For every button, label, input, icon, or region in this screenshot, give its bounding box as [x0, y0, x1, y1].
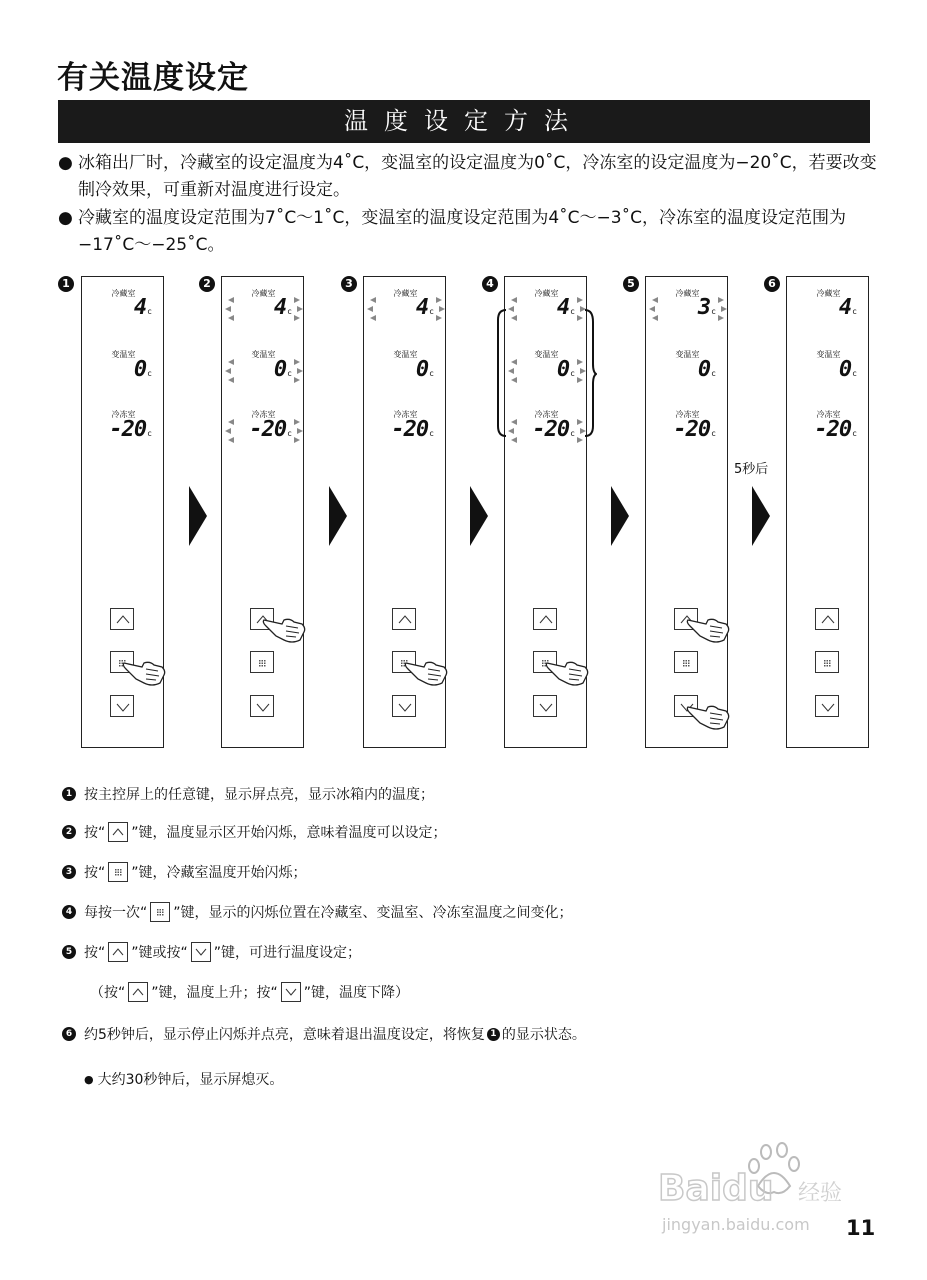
zone-label-fridge: 冷藏室 — [393, 289, 418, 298]
zone-label-freezer: 冷冻室 — [251, 410, 276, 419]
page-title: 有关温度设定 — [57, 60, 249, 96]
pointing-hand-icon — [404, 657, 450, 691]
temp-value: -20 — [532, 417, 570, 442]
temp-value: -20 — [109, 417, 147, 442]
zone-label-variable: 变温室 — [534, 350, 559, 359]
zone-temp-freezer — [532, 417, 574, 442]
grid-dots-icon — [816, 652, 838, 672]
temp-unit: c — [287, 429, 291, 438]
down-key-icon — [281, 982, 301, 1002]
intro-paragraph-1: ● 冰箱出厂时，冷藏室的设定温度为4˚C，变温室的设定温度为0˚C，冷冻室的设定温度为−20˚C，若要改变制冷效果，可重新对温度进行设定。 — [58, 150, 878, 204]
blink-indicator-icon — [577, 297, 583, 303]
pointing-hand-icon — [262, 614, 308, 648]
temp-value: 0 — [273, 357, 287, 382]
blink-indicator-icon — [228, 297, 234, 303]
down-key-button[interactable] — [392, 695, 416, 717]
temp-unit: c — [570, 429, 574, 438]
blink-indicator-icon — [225, 428, 231, 434]
temp-unit: c — [147, 429, 151, 438]
control-panel-5 — [645, 276, 728, 748]
zone-temp-fridge — [134, 295, 151, 320]
temp-unit: c — [852, 429, 856, 438]
zone-temp-variable — [557, 357, 574, 382]
panel-step-badge: 4 — [482, 276, 498, 292]
blink-indicator-icon — [228, 315, 234, 321]
blink-indicator-icon — [297, 306, 303, 312]
temp-unit: c — [147, 307, 151, 316]
temp-unit: c — [852, 369, 856, 378]
temp-unit: c — [852, 307, 856, 316]
control-panel-1 — [81, 276, 164, 748]
zone-label-freezer: 冷冻室 — [675, 410, 700, 419]
temp-value: 0 — [133, 357, 147, 382]
chevron-down-icon — [111, 696, 133, 716]
blink-indicator-icon — [225, 306, 231, 312]
control-panel-3 — [363, 276, 446, 748]
zone-temp-fridge — [839, 295, 856, 320]
temp-unit: c — [711, 307, 715, 316]
zone-temp-fridge — [557, 295, 574, 320]
blink-indicator-icon — [294, 437, 300, 443]
step-5: 5 按“ ”键或按“ ”键，可进行温度设定； — [62, 942, 361, 962]
step-reference-badge: 1 — [487, 1028, 500, 1041]
blink-indicator-icon — [297, 368, 303, 374]
temp-unit: c — [429, 307, 433, 316]
blink-indicator-icon — [511, 377, 517, 383]
zone-temp-variable — [274, 357, 291, 382]
up-key-icon — [108, 942, 128, 962]
step-number-badge: 3 — [62, 865, 76, 879]
blink-indicator-icon — [511, 437, 517, 443]
pointing-hand-icon — [686, 614, 732, 648]
blink-indicator-icon — [511, 419, 517, 425]
temp-value: -20 — [249, 417, 287, 442]
blink-indicator-icon — [511, 315, 517, 321]
down-key-button[interactable] — [250, 695, 274, 717]
zone-temp-variable — [416, 357, 433, 382]
up-key-button[interactable] — [392, 608, 416, 630]
baidu-watermark — [658, 1140, 848, 1240]
zone-temp-fridge — [416, 295, 433, 320]
blink-indicator-icon — [718, 315, 724, 321]
zone-label-variable: 变温室 — [111, 350, 136, 359]
zone-label-variable: 变温室 — [816, 350, 841, 359]
up-key-button[interactable] — [110, 608, 134, 630]
menu-key-button[interactable] — [250, 651, 274, 673]
next-arrow-icon — [189, 486, 207, 546]
down-key-button[interactable] — [533, 695, 557, 717]
zone-temp-freezer — [391, 417, 433, 442]
intro-text — [58, 150, 878, 260]
temp-value: 0 — [415, 357, 429, 382]
pointing-hand-icon — [545, 657, 591, 691]
temp-unit: c — [429, 369, 433, 378]
temp-unit: c — [711, 429, 715, 438]
temp-value: 0 — [697, 357, 711, 382]
blink-indicator-icon — [508, 306, 514, 312]
zone-temp-fridge — [274, 295, 291, 320]
zone-temp-variable — [839, 357, 856, 382]
blink-indicator-icon — [294, 297, 300, 303]
panel-step-badge: 5 — [623, 276, 639, 292]
zone-label-variable: 变温室 — [393, 350, 418, 359]
blink-indicator-icon — [225, 368, 231, 374]
zone-temp-fridge — [698, 295, 715, 320]
chevron-down-icon — [534, 696, 556, 716]
step-1: 1 按主控屏上的任意键，显示屏点亮，显示冰箱内的温度； — [62, 784, 434, 804]
zone-temp-freezer — [673, 417, 715, 442]
blink-indicator-icon — [511, 359, 517, 365]
blink-indicator-icon — [228, 437, 234, 443]
menu-key-icon — [150, 902, 170, 922]
bullet-icon: ● — [58, 153, 73, 173]
next-arrow-icon — [470, 486, 488, 546]
zone-label-variable: 变温室 — [675, 350, 700, 359]
up-key-button[interactable] — [815, 608, 839, 630]
menu-key-button[interactable] — [674, 651, 698, 673]
blink-indicator-icon — [228, 419, 234, 425]
temp-unit: c — [287, 369, 291, 378]
blink-indicator-icon — [294, 315, 300, 321]
note: ● 大约30秒钟后，显示屏熄灭。 — [84, 1072, 284, 1088]
zone-temp-variable — [134, 357, 151, 382]
step-number-badge: 5 — [62, 945, 76, 959]
zone-label-fridge: 冷藏室 — [534, 289, 559, 298]
blink-indicator-icon — [508, 368, 514, 374]
watermark-brand: Baidu — [658, 1168, 774, 1209]
down-key-button[interactable] — [110, 695, 134, 717]
zone-temp-variable — [698, 357, 715, 382]
temp-value: 4 — [415, 295, 429, 320]
step-number-badge: 4 — [62, 905, 76, 919]
chevron-down-icon — [816, 696, 838, 716]
blink-indicator-icon — [370, 315, 376, 321]
temp-unit: c — [287, 307, 291, 316]
temp-value: 4 — [273, 295, 287, 320]
control-panel-6 — [786, 276, 869, 748]
zone-label-freezer: 冷冻室 — [534, 410, 559, 419]
zone-label-fridge: 冷藏室 — [251, 289, 276, 298]
section-title-bar: 温度设定方法 — [58, 100, 870, 143]
watermark-url: jingyan.baidu.com — [662, 1215, 810, 1234]
step-4: 4 每按一次“ ”键，显示的闪烁位置在冷藏室、变温室、冷冻室温度之间变化； — [62, 902, 573, 922]
step-number-badge: 2 — [62, 825, 76, 839]
chevron-up-icon — [816, 609, 838, 629]
bullet-icon: ● — [58, 208, 73, 228]
step-6: 6 约5秒钟后，显示停止闪烁并点亮，意味着退出温度设定，将恢复 1 的显示状态。 — [62, 1024, 586, 1044]
zone-label-fridge: 冷藏室 — [816, 289, 841, 298]
step-number-badge: 6 — [62, 1027, 76, 1041]
control-panel-4 — [504, 276, 587, 748]
blink-indicator-icon — [367, 306, 373, 312]
blink-indicator-icon — [370, 297, 376, 303]
blink-indicator-icon — [439, 306, 445, 312]
zone-label-freezer: 冷冻室 — [816, 410, 841, 419]
blink-indicator-icon — [511, 297, 517, 303]
grid-dots-icon — [675, 652, 697, 672]
pointing-hand-icon — [686, 701, 732, 735]
page-number: 11 — [846, 1216, 876, 1240]
blink-indicator-icon — [721, 306, 727, 312]
next-arrow-icon — [329, 486, 347, 546]
step-number-badge: 1 — [62, 787, 76, 801]
zone-temp-freezer — [109, 417, 151, 442]
temp-value: 3 — [697, 295, 711, 320]
blink-indicator-icon — [297, 428, 303, 434]
chevron-down-icon — [251, 696, 273, 716]
menu-key-icon — [108, 862, 128, 882]
panel-step-badge: 2 — [199, 276, 215, 292]
down-key-button[interactable] — [815, 695, 839, 717]
zone-temp-freezer — [814, 417, 856, 442]
panel-step-badge: 3 — [341, 276, 357, 292]
temp-value: 0 — [556, 357, 570, 382]
next-arrow-icon — [611, 486, 629, 546]
menu-key-button[interactable] — [815, 651, 839, 673]
zone-label-fridge: 冷藏室 — [675, 289, 700, 298]
temp-value: 0 — [838, 357, 852, 382]
up-key-icon — [128, 982, 148, 1002]
right-brace-icon — [583, 308, 597, 438]
step-2: 2 按“ ”键，温度显示区开始闪烁，意味着温度可以设定； — [62, 822, 447, 842]
zone-temp-freezer — [249, 417, 291, 442]
chevron-up-icon — [534, 609, 556, 629]
zone-label-freezer: 冷冻室 — [111, 410, 136, 419]
zone-label-variable: 变温室 — [251, 350, 276, 359]
blink-indicator-icon — [436, 315, 442, 321]
control-panel-2 — [221, 276, 304, 748]
grid-dots-icon — [251, 652, 273, 672]
down-key-icon — [191, 942, 211, 962]
blink-indicator-icon — [294, 419, 300, 425]
chevron-up-icon — [393, 609, 415, 629]
up-key-icon — [108, 822, 128, 842]
blink-indicator-icon — [294, 359, 300, 365]
temp-value: 4 — [838, 295, 852, 320]
blink-indicator-icon — [649, 306, 655, 312]
panel-step-badge: 6 — [764, 276, 780, 292]
pointing-hand-icon — [122, 657, 168, 691]
temp-value: -20 — [814, 417, 852, 442]
watermark-sub: 经验 — [798, 1181, 843, 1206]
chevron-down-icon — [393, 696, 415, 716]
blink-indicator-icon — [228, 377, 234, 383]
blink-indicator-icon — [294, 377, 300, 383]
next-arrow-icon — [752, 486, 770, 546]
temp-value: -20 — [673, 417, 711, 442]
temp-unit: c — [429, 429, 433, 438]
temp-unit: c — [711, 369, 715, 378]
step-3: 3 按“ ”键，冷藏室温度开始闪烁； — [62, 862, 307, 882]
chevron-up-icon — [111, 609, 133, 629]
bullet-icon: ● — [84, 1072, 94, 1086]
delay-label: 5秒后 — [734, 462, 769, 477]
intro-paragraph-2: ● 冷藏室的温度设定范围为7˚C～1˚C，变温室的温度设定范围为4˚C～−3˚C，冷冻室的温度设定范围为−17˚C～−25˚C。 — [58, 205, 878, 259]
blink-indicator-icon — [652, 315, 658, 321]
blink-indicator-icon — [436, 297, 442, 303]
blink-indicator-icon — [228, 359, 234, 365]
left-brace-icon — [496, 308, 508, 438]
blink-indicator-icon — [718, 297, 724, 303]
zone-label-fridge: 冷藏室 — [111, 289, 136, 298]
temp-unit: c — [147, 369, 151, 378]
temp-unit: c — [570, 369, 574, 378]
zone-label-freezer: 冷冻室 — [393, 410, 418, 419]
blink-indicator-icon — [652, 297, 658, 303]
temp-value: -20 — [391, 417, 429, 442]
panel-step-badge: 1 — [58, 276, 74, 292]
temp-value: 4 — [556, 295, 570, 320]
temp-value: 4 — [133, 295, 147, 320]
temp-unit: c — [570, 307, 574, 316]
step-5-detail: （按“ ”键，温度上升；按“ ”键，温度下降） — [90, 982, 409, 1002]
up-key-button[interactable] — [533, 608, 557, 630]
blink-indicator-icon — [508, 428, 514, 434]
